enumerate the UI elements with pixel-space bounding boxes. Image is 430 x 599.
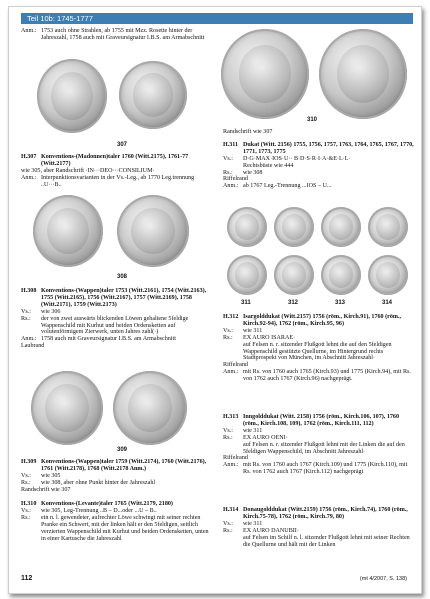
rs-text-2: auf Felsen n. r. sitzender Flußgott lehnt die auf den 5feldigen Wappenschild gestützte Quellurne, im Hintergrund rechts Stadtprospekt von München, im Abschnitt Jahreszahl· bbox=[243, 341, 392, 362]
image-label-308: 308 bbox=[117, 274, 128, 280]
entry-number: H.312 bbox=[223, 314, 239, 320]
coin-313-reverse bbox=[321, 255, 361, 295]
rs-label: Rs.: bbox=[21, 479, 31, 486]
vs-text: wie 306 bbox=[41, 308, 61, 315]
rand-text: Riffelrand bbox=[223, 176, 248, 183]
vs-text: wie 305 bbox=[41, 472, 61, 479]
entry-h312 bbox=[223, 314, 415, 383]
anm-text: ab 1767 Leg.-Trennung ...IOS – U... bbox=[243, 183, 332, 190]
vs-label: Vs.: bbox=[223, 155, 233, 162]
anm-label: Anm.: bbox=[223, 369, 239, 376]
entry-number: H.308 bbox=[21, 288, 37, 294]
rs-text-2: auf Felsen im Schilf n. l. sitzender Flußgott lehnt mit seiner Rechten die Quellurne und hält mit der Linken bbox=[243, 534, 410, 548]
rs-text: EX AURO OENI· bbox=[243, 434, 288, 441]
image-label-310: 310 bbox=[307, 117, 318, 123]
coin-309-obverse bbox=[31, 371, 103, 445]
anm-label: Anm.: bbox=[223, 462, 239, 469]
coin-314-reverse bbox=[368, 255, 408, 295]
rs-label: Rs.: bbox=[223, 334, 233, 341]
entry-title: Konventions-(Levante)taler 1765 (Witt.2179, 2180) bbox=[41, 501, 173, 507]
entry-h307 bbox=[21, 154, 211, 189]
entry-number: H.313 bbox=[223, 414, 239, 420]
anm-label: Anm.: bbox=[21, 28, 37, 34]
rs-text: wie 308 bbox=[243, 169, 263, 176]
rand-text: Randschrift wie 307 bbox=[223, 129, 273, 135]
entry-h310 bbox=[21, 501, 211, 542]
entry-title: Konventions-(Madonnen)taler 1760 (Witt.2175), 1761-77 (Witt.2177) bbox=[41, 154, 189, 167]
section-header-label: Teil 10b: 1745-1777 bbox=[27, 14, 93, 23]
rand-text: Riffelrand bbox=[223, 455, 248, 462]
image-label-309: 309 bbox=[117, 447, 128, 453]
rs-text: ein n. l. gewendeter, aufrechter Löwe schwingt mit seiner rechten Pranke ein Schwert, mit der linken hält er den 5feldigen, seitlich verzierten Wappenschild mit Kurhut und beiden Ordensketten, unten in einer Kartusche die Jahreszahl bbox=[41, 514, 209, 542]
image-label-307: 307 bbox=[117, 142, 128, 148]
rs-label: Rs.: bbox=[223, 527, 233, 534]
coin-310-reverse bbox=[319, 29, 407, 119]
vs-text: wie 311 bbox=[243, 327, 263, 334]
section-header-bar bbox=[21, 13, 413, 24]
vs-label: Vs.: bbox=[21, 308, 31, 315]
entry-number: H.314 bbox=[223, 507, 239, 513]
entry-number: H.311 bbox=[223, 141, 239, 148]
entry-h311 bbox=[223, 129, 415, 190]
rs-label: Rs.: bbox=[223, 434, 233, 441]
entry-h308 bbox=[21, 288, 211, 350]
entry-title: Dukat (Witt. 2156) 1755, 1756, 1757, 1763, 1764, 1765, 1767, 1770, 1771, 1773, 1775 bbox=[243, 141, 414, 155]
coin-312-obverse bbox=[274, 207, 314, 247]
entry-h314 bbox=[223, 507, 415, 548]
left-column-top bbox=[21, 28, 211, 42]
entry-line: wie 305, aber Randschrift ·IN···DEO···CONSILIUM· bbox=[21, 167, 155, 174]
image-label-314: 314 bbox=[382, 300, 393, 306]
vs-label: Vs.: bbox=[223, 520, 233, 527]
rs-label: Rs.: bbox=[21, 514, 31, 521]
coin-312-reverse bbox=[274, 255, 314, 295]
coin-310-obverse bbox=[221, 29, 309, 119]
coin-313-obverse bbox=[321, 207, 361, 247]
coin-309-reverse bbox=[113, 371, 187, 445]
entry-title: Konventions-(Wappen)taler 1753 (Witt.2161), 1754 (Witt.2163), 1755 (Witt.2165), 1756 (Witt.2167), 1757 (Witt.2169), 1758 (Witt.2171), 1759 (Witt.2173) bbox=[41, 288, 207, 308]
anm-text: mit Rs. von 1760 auch 1765 (Kirch.93) und 1775 (Kirch.94), mit Rs. von 1762 auch 1767 (Kirch.96) nachgeprägt. bbox=[243, 369, 411, 383]
entry-h309 bbox=[21, 459, 211, 494]
vs-text-2: Rechtsbüste wie 444 bbox=[243, 162, 294, 169]
anm-text: mit Rs. von 1760 auch 1767 (Kirch.109) und 1775 (Kirch.110), mit Rs. von 1762 auch 1767 (Kirch.112) nachgeprägt bbox=[243, 462, 408, 476]
anm-label: Anm.: bbox=[21, 174, 37, 181]
rs-label: Rs.: bbox=[223, 169, 233, 176]
entry-title: Donaugolddukat (Witt.2159) 1756 (röm., Kirch.74), 1760 (röm., Kirch.75-78), 1762 (röm., Kirch.79, 80) bbox=[243, 507, 408, 520]
rs-text: EX AURO ISARAE· bbox=[243, 334, 296, 341]
entry-title: Inngolddukat (Witt. 2158) 1756 (röm., Kirch.106, 107), 1760 (röm., Kirch.108, 109), 1762 (röm., Kirch.111, 112) bbox=[243, 414, 400, 427]
entry-h313 bbox=[223, 414, 415, 476]
rs-text: wie 308, aber ohne Punkt hinter der Jahreszahl bbox=[41, 479, 156, 486]
coin-308-obverse bbox=[33, 195, 103, 267]
vs-label: Vs.: bbox=[21, 507, 31, 514]
entry-number: H.310 bbox=[21, 501, 37, 507]
coin-311-obverse bbox=[227, 207, 267, 247]
vs-text: wie 311 bbox=[243, 427, 263, 434]
image-label-313: 313 bbox=[335, 300, 346, 306]
rand-text: Laubrand bbox=[21, 343, 45, 350]
entry-title: Isargolddukat (Witt.2157) 1756 (röm., Kirch.91), 1760 (röm., Kirch.92-94), 1762 (röm., Kirch.95, 96) bbox=[243, 314, 402, 327]
coin-311-reverse bbox=[227, 255, 267, 295]
anm-label: Anm.: bbox=[21, 336, 37, 343]
catalog-page bbox=[8, 6, 422, 594]
anm-text: 1758 auch mit Graveursignatur I.B.S. am Armabschnitt bbox=[41, 336, 176, 343]
rs-label: Rs.: bbox=[21, 315, 31, 322]
image-label-312: 312 bbox=[288, 300, 299, 306]
anm-text: Interpunktionsvarianten in der Vs.-Leg., ab 1770 Leg.trennung ..U···B.. bbox=[41, 174, 195, 188]
anm-text: 1753 auch ohne Strahlen, ab 1755 mit Mzz. Rosette hinter der Jahreszahl, 1758 auch mit Graveursignatur I.B.S. am Armabschnitt bbox=[41, 28, 205, 41]
footer-reference: (mt 4/2007, S. 138) bbox=[359, 576, 407, 582]
entry-title: Konventions-(Wappen)taler 1759 (Witt.2174), 1760 (Witt.2176), 1761 (Witt.2178), 1768 (Witt.2178 Anm.) bbox=[41, 459, 207, 472]
rand-text: Randschrift wie 307 bbox=[21, 486, 71, 493]
rand-text: Riffelrand bbox=[223, 362, 248, 369]
rs-text: EX AURO DANUBII· bbox=[243, 527, 299, 534]
page-number: 112 bbox=[21, 575, 33, 582]
rs-text: der von zwei auswärts blickenden Löwen gehaltene 5feldige Wappenschild mit Kurhut und beiden Ordensketten auf volutenförmigem Zierwerk, unten Jahres zahl(·) bbox=[41, 315, 189, 336]
entry-number: H.309 bbox=[21, 459, 37, 465]
coin-314-obverse bbox=[368, 207, 408, 247]
coin-307-obverse bbox=[37, 59, 107, 133]
vs-label: Vs.: bbox=[223, 427, 233, 434]
vs-label: Vs.: bbox=[21, 472, 31, 479]
vs-text: D·G·MAX·IOS·U·· B·D·S·R·I·A·&E·L·L· bbox=[243, 155, 351, 162]
coin-307-reverse bbox=[119, 61, 187, 129]
anm-label: Anm.: bbox=[223, 183, 239, 190]
entry-number: H.307 bbox=[21, 154, 37, 160]
vs-text: wie 311 bbox=[243, 520, 263, 527]
coin-308-reverse bbox=[117, 195, 189, 267]
image-label-311: 311 bbox=[241, 300, 251, 306]
vs-label: Vs.: bbox=[223, 327, 233, 334]
rs-text-2: auf Felsen n. r. sitzender Flußgott lehnt mit der Linken die auf den 5feldigen Wappenschild, im Abschnitt Jahreszahl· bbox=[243, 441, 405, 455]
vs-text: wie 305, Leg-Trennung ..B – D...oder ...U – B.. bbox=[41, 507, 157, 514]
